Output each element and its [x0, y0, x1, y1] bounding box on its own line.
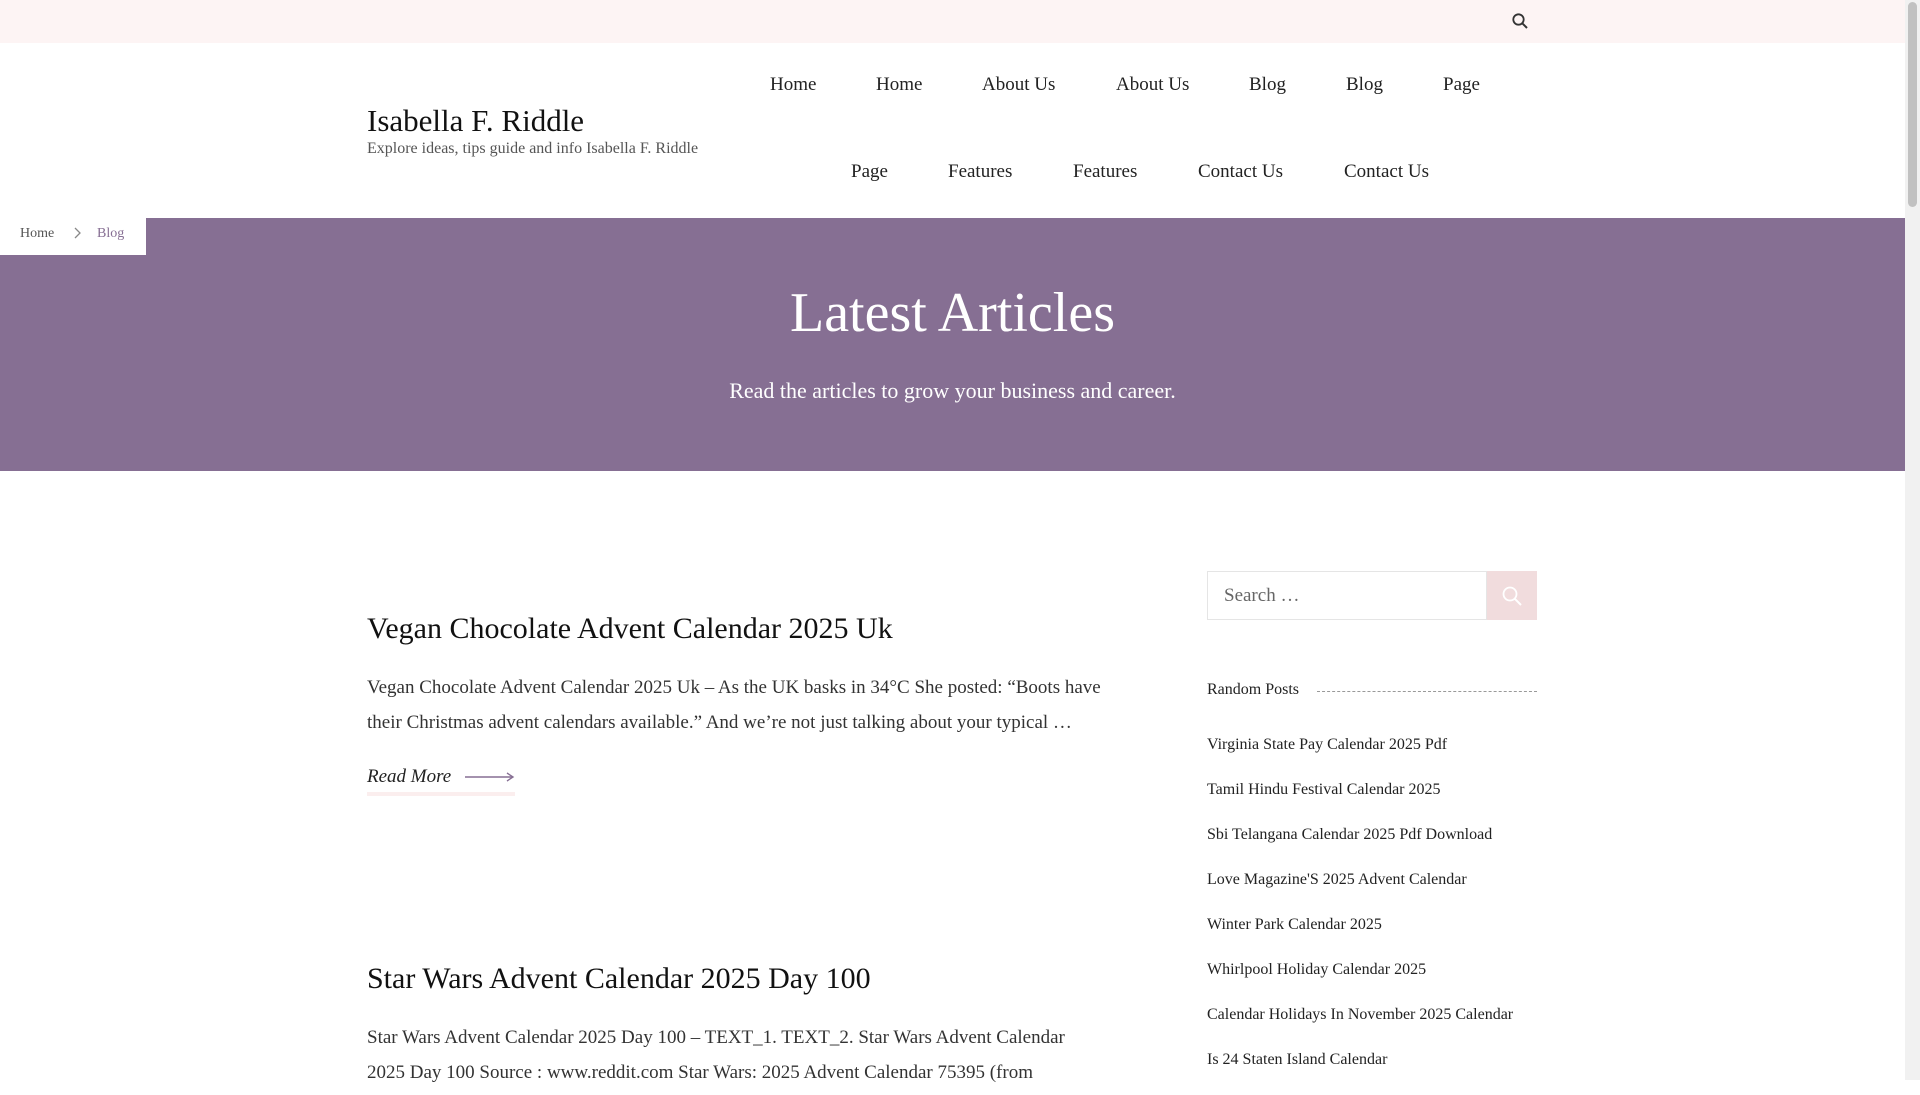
nav-item-contact-us[interactable]: Contact Us: [1344, 161, 1429, 182]
nav-item-page[interactable]: Page: [851, 161, 888, 182]
search-icon[interactable]: [1511, 12, 1529, 30]
list-item[interactable]: Winter Park Calendar 2025: [1207, 916, 1382, 933]
chevron-right-icon: [72, 227, 84, 239]
random-posts-header: [1207, 681, 1537, 701]
nav-item-blog[interactable]: Blog: [1249, 74, 1286, 95]
list-item[interactable]: Love Magazine'S 2025 Advent Calendar: [1207, 871, 1467, 888]
search-button[interactable]: [1487, 571, 1537, 620]
page-subtitle: Read the articles to grow your business and career.: [729, 378, 1176, 403]
list-item[interactable]: Tamil Hindu Festival Calendar 2025: [1207, 781, 1441, 798]
nav-item-features[interactable]: Features: [948, 161, 1013, 182]
nav-item-page[interactable]: Page: [1443, 74, 1480, 95]
article-card: [367, 962, 1107, 1090]
nav-item-blog[interactable]: Blog: [1346, 74, 1383, 95]
arrow-right-icon: [465, 772, 515, 782]
list-item[interactable]: Calendar Holidays In November 2025 Calendar: [1207, 1006, 1514, 1023]
site-title[interactable]: Isabella F. Riddle: [367, 103, 585, 138]
article-excerpt: Vegan Chocolate Advent Calendar 2025 Uk – As the UK basks in 34°C She posted: “Boots have their Christmas advent calendars available.” And we’re not just talking about your typical …: [367, 677, 1101, 733]
top-bar: [0, 0, 1905, 43]
article-title[interactable]: Vegan Chocolate Advent Calendar 2025 Uk: [367, 612, 893, 645]
read-more-link[interactable]: [367, 766, 515, 796]
scrollbar-thumb[interactable]: [1908, 2, 1917, 207]
breadcrumb: [0, 218, 146, 255]
site-description: Explore ideas, tips guide and info Isabella F. Riddle: [367, 140, 699, 157]
site-header: [0, 43, 1905, 218]
random-posts-list: [1207, 735, 1537, 1095]
list-item[interactable]: Virginia State Pay Calendar 2025 Pdf: [1207, 736, 1448, 753]
search-input[interactable]: [1207, 571, 1487, 620]
scrollbar[interactable]: [1905, 0, 1920, 1080]
nav-item-contact-us[interactable]: Contact Us: [1198, 161, 1283, 182]
search-form: [1207, 571, 1537, 620]
read-more-label: Read More: [367, 766, 452, 787]
page-title: Latest Articles: [789, 282, 1115, 344]
list-item[interactable]: Is 24 Staten Island Calendar: [1207, 1051, 1388, 1068]
article-excerpt: Star Wars Advent Calendar 2025 Day 100 – TEXT_1. TEXT_2. Star Wars Advent Calendar 2025 Day 100 Source : www.reddit.com Star Wars: 2025 Advent Calendar 75395 (from: [367, 1027, 1065, 1083]
search-icon: [1501, 585, 1523, 607]
article-card: [367, 612, 1107, 796]
nav-item-about-us[interactable]: About Us: [1116, 74, 1190, 95]
sidebar: [1207, 571, 1537, 1095]
article-title[interactable]: Star Wars Advent Calendar 2025 Day 100: [367, 962, 871, 995]
list-item[interactable]: Whirlpool Holiday Calendar 2025: [1207, 961, 1427, 978]
breadcrumb-home[interactable]: Home: [20, 226, 55, 241]
nav-item-home[interactable]: Home: [770, 74, 817, 95]
breadcrumb-current: Blog: [97, 226, 125, 241]
widget-title: Random Posts: [1207, 681, 1317, 699]
nav-item-about-us[interactable]: About Us: [982, 74, 1056, 95]
nav-item-home[interactable]: Home: [876, 74, 923, 95]
list-item[interactable]: Sbi Telangana Calendar 2025 Pdf Download: [1207, 826, 1493, 843]
divider: [1317, 691, 1537, 692]
nav-item-features[interactable]: Features: [1073, 161, 1138, 182]
hero-banner: [0, 218, 1905, 471]
